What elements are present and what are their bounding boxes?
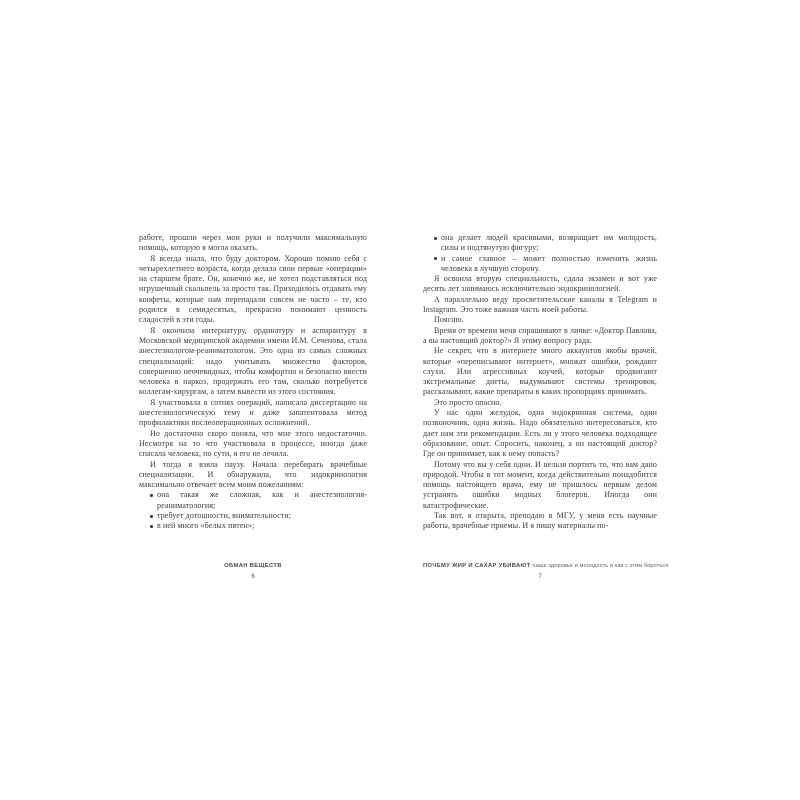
page-number-right: 7 — [538, 574, 542, 580]
page-right — [423, 0, 669, 800]
bullet-text: она делает людей красивыми, возвращает им молодость, силы и подтянутую фигуру; — [441, 233, 657, 253]
body-paragraph: Не секрет, что в интернете много аккаунтов якобы врачей, которые «переписывают интернет», множат ошибки, рождают слухи. Или агрессивных коучей, которые продвигают экстремальные диеты, выдумывают системы тренировок, рассказывают, какие препараты в каких пропорциях принимать. — [423, 346, 657, 397]
body-paragraph: Но достаточно скоро поняла, что мне этого недостаточно. Несмотря на то что участвовала в процессе, иногда даже спасала человека, по сути, я его не лечила. — [139, 428, 367, 459]
bullet-icon — [150, 494, 153, 497]
bullet-text: она такая же сложная, как и анестезиология-реаниматология; — [157, 490, 367, 510]
bullet-item — [139, 521, 367, 531]
running-title-right — [423, 563, 669, 570]
body-paragraph: Это просто опасно. — [434, 397, 502, 407]
bullet-icon — [434, 237, 437, 240]
bullet-item — [423, 254, 657, 275]
bullet-icon — [150, 525, 153, 528]
running-title-left — [139, 563, 367, 570]
bullet-icon — [150, 515, 153, 518]
body-paragraph: Я всегда знала, что буду доктором. Хорошо помню себя с четырехлетнего возраста, когда делала свои первые «операции» на старшем брате. Он, конечно же, не хотел подставляться под игрушечный скальпель за просто так. Приходилось отдавать ему конфеты, которые нам перепадали совсем не часто – те, кто родился в семидесятых, прекрасно понимают ценность сладостей в эти годы. — [139, 253, 367, 325]
running-title-right-text: ПОЧЕМУ ЖИР И САХАР УБИВАЮТ — [423, 563, 531, 569]
body-paragraph: И тогда я взяла паузу. Начала перебирать врачебные специализации. И обнаружила, что эндокринология максимально отвечает всем моим пожеланиям: — [139, 459, 367, 490]
page-left-footer — [139, 563, 367, 581]
bullet-item — [423, 233, 657, 254]
page-number-left: 6 — [251, 574, 255, 580]
body-paragraph: Я освоила вторую специальность, сдала экзамен и вот уже десять лет занимаюсь исключительно эндокринологией. — [423, 274, 657, 294]
page-right-footer — [423, 563, 669, 581]
bullet-item — [139, 490, 367, 511]
body-paragraph: Я участвовала в сотнях операций, написала диссертацию на анестезиологическую тему и даже запатентовала метод профилактики послеоперационных осложнений. — [139, 397, 367, 428]
bullet-text: в ней много «белых пятен»; — [157, 521, 255, 531]
body-paragraph: работе, прошли через мои руки и получили максимальную помощь, которую я могла оказать. — [139, 233, 367, 253]
bullet-icon — [434, 257, 437, 260]
bullet-text: и самое главное – может полностью изменить жизнь человека в лучшую сторону. — [441, 253, 657, 273]
page-left-text — [139, 233, 367, 532]
body-paragraph: Время от времени меня спрашивают в личке: «Доктор Павлова, а вы настоящий доктор?» Я этому вопросу рада. — [423, 325, 657, 345]
bullet-text: требует дотошности, внимательности; — [157, 511, 292, 521]
running-title-left-text: ОБМАН ВЕЩЕСТВ — [224, 563, 282, 569]
page-right-text — [423, 233, 657, 532]
body-paragraph: Я окончила интернатуру, ординатуру и аспирантуру в Московской медицинской академии имени И.М. Сеченова, стала анестезиологом-реаниматологом. Это одна из самых сложных специализаций: надо учитывать множество факторов, совершенно неочевидных, чтобы комфортно и безопасно ввести человека в наркоз, продержать его там, сколько потребуется коллегам-хирургам, а затем вывести из этого состояния. — [139, 325, 367, 397]
body-paragraph: Поясню. — [434, 315, 464, 325]
running-title-right-subtitle: наше здоровье и молодость и как с этим бороться — [532, 563, 669, 569]
body-paragraph: Потому что вы у себя одни. И нельзя портить то, что вам дано природой. Чтобы в тот момент, когда действительно понадобится помощь настоящего врача, ему не пришлось первым делом устранять ошибки модных блогеров. Иногда они катастрофические. — [423, 459, 657, 510]
page-left — [139, 0, 367, 800]
body-paragraph: А параллельно веду просветительские каналы в Telegram и Instagram. Это тоже важная часть моей работы. — [423, 294, 657, 315]
body-paragraph: У нас один желудок, одна эндокринная система, один позвоночник, одна жизнь. Надо обязательно интересоваться, кто дает нам эти рекомендации. Есть ли у этого человека подходящее образование, опыт. Спросить, наконец, а он настоящий доктор? Где он принимает, как к нему попасть? — [423, 408, 657, 459]
bullet-item — [139, 511, 367, 521]
body-paragraph: Так вот, я открыта, преподаю в МГУ, у меня есть научные работы, врачебные приемы. И я пишу материалы по- — [423, 511, 657, 531]
